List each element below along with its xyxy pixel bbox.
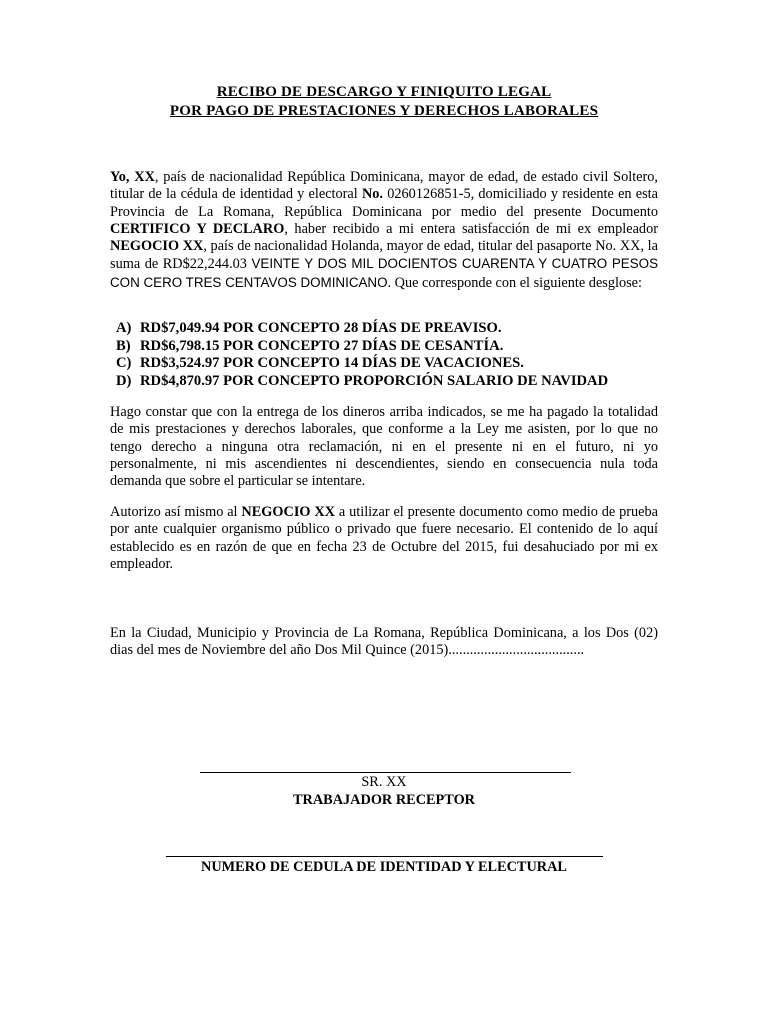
list-item: A) RD$7,049.94 POR CONCEPTO 28 DÍAS DE PREAVISO.: [116, 320, 502, 336]
list-item: B) RD$6,798.15 POR CONCEPTO 27 DÍAS DE CESANTÍA.: [116, 337, 504, 354]
employer-name: NEGOCIO XX: [241, 504, 336, 520]
document-title: RECIBO DE DESCARGO Y FINIQUITO LEGAL: [216, 84, 552, 100]
place-date-paragraph: En la Ciudad, Municipio y Provincia de La Romana, República Dominicana, a los Dos (02) dias del mes de Noviembre del año Dos Mil Quince (2015)......................................: [110, 625, 658, 659]
declarant-name: Yo, XX: [110, 169, 155, 185]
list-item: D) RD$4,870.97 POR CONCEPTO PROPORCIÓN SALARIO DE NAVIDAD: [116, 372, 609, 389]
certifico-declaro: CERTIFICO Y DECLARO: [110, 220, 285, 237]
employer-name: NEGOCIO XX: [110, 238, 204, 255]
signer-role: TRABAJADOR RECEPTOR: [292, 792, 476, 808]
authorization-paragraph: Autorizo así mismo al NEGOCIO XX a utilizar el presente documento como medio de prueba por ante cualquier organismo público o privado que fuere necesario. El contenido de lo aquí establecido es en razón de que en fecha 23 de Octubre del 2015, fui desahuciado por mi ex empleador.: [110, 504, 658, 572]
declaration-paragraph: Yo, XX, país de nacionalidad República Dominicana, mayor de edad, de estado civil Soltero, titular de la cédula de identidad y electoral No. 0260126851-5, domiciliado y residente en esta Provincia de La Romana, República Dominicana por medio del presente Documento CERTIFICO Y DECLARO, haber recibido a mi entera satisfacción de mi ex empleador NEGOCIO XX, país de nacionalidad Holanda, mayor de edad, titular del pasaporte No. XX, la suma de RD$22,244.03 VEINTE Y DOS MIL DOCIENTOS CUARENTA Y CUATRO PESOS CON CERO TRES CENTAVOS DOMINICANO. Que corresponde con el siguiente desglose:: [110, 169, 658, 291]
payment-breakdown-list: [116, 320, 608, 390]
document-subtitle: POR PAGO DE PRESTACIONES Y DERECHOS LABORALES: [169, 103, 599, 119]
id-number-label: NUMERO DE CEDULA DE IDENTIDAD Y ELECTURAL: [201, 859, 567, 875]
id-number: 0260126851-5: [383, 186, 471, 203]
list-item: C) RD$3,524.97 POR CONCEPTO 14 DÍAS DE VACACIONES.: [116, 355, 524, 371]
signature-line: [200, 772, 571, 773]
signer-name: SR. XX: [361, 774, 407, 790]
id-number-line: [166, 856, 603, 857]
release-paragraph: Hago constar que con la entrega de los dineros arriba indicados, se me ha pagado la totalidad de mis prestaciones y derechos laborales, que conforme a la Ley me asisten, por lo que no tengo derecho a ninguna otra reclamación, ni en el presente ni en el futuro, ni yo personalmente, ni mis ascendientes ni descendientes, siendo en consecuencia nula toda demanda que sobre el particular se intentare.: [110, 404, 658, 490]
amount-in-words: VEINTE Y DOS MIL DOCIENTOS CUARENTA Y CUATRO PESOS CON CERO TRES CENTAVOS DOMINICANO: [110, 256, 658, 290]
